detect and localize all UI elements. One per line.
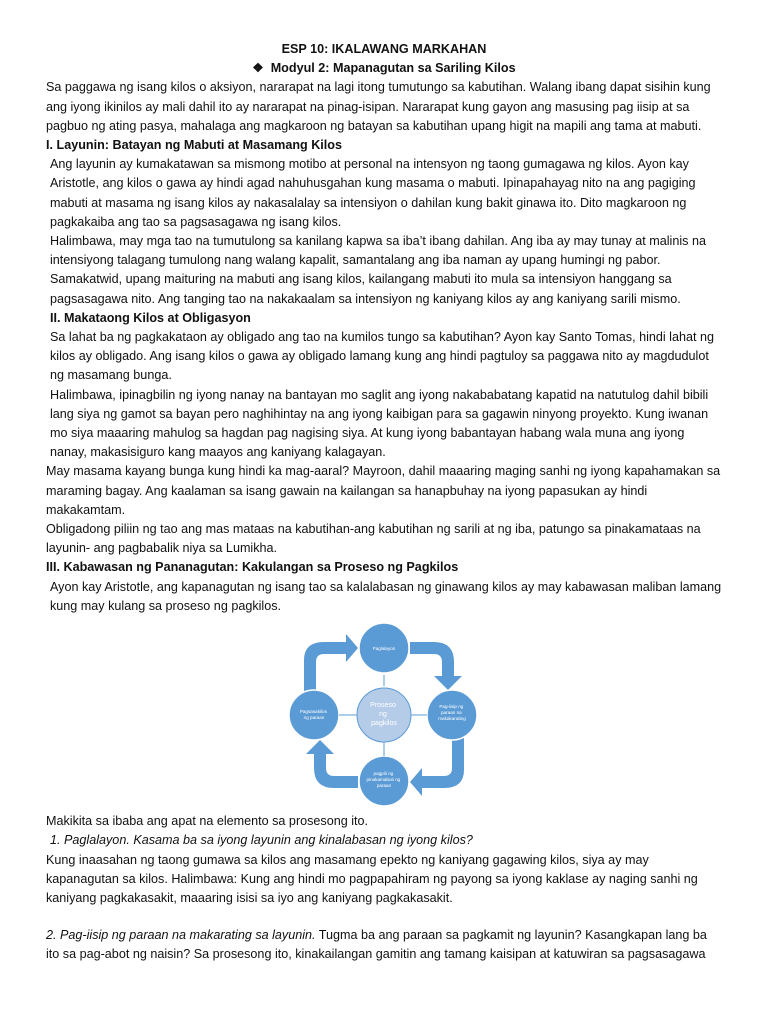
hub-label-line: Proseso [370, 702, 396, 710]
node-bottom-label-line: pagpili ng [373, 771, 394, 777]
node-bottom-label-line: paraan [376, 783, 392, 789]
arrow-left-to-top-icon [304, 634, 358, 692]
node-right-label-line: paraan na [441, 710, 462, 716]
intro-paragraph: Sa paggawa ng isang kilos o aksiyon, nararapat na lagi itong tumutungo sa kabutihan. Walang ibang dapat sisihin kung ang iyong ikinilos ay mali dahil ito ay nararapat na pinag-isipan. Nararapat kung gayon ang masusing pag iisip at sa pagbuo ng ating pasya, mahalaga ang magkaroon ng batayan sa kabutihan upang higit na mapili ang tama at mabuti. [46, 80, 711, 133]
hub-label-line: ng [379, 711, 387, 719]
document-title: ESP 10: IKALAWANG MARKAHAN [281, 42, 487, 56]
item-2-text: Tugma ba ang paraan sa pagkamit ng layunin? Kasangkapan lang ba ito sa pag-abot ng naisin? Sa prosesong ito, kinakailangan gamitin ang tamang kaisipan at katuwiran sa pagsasagawa [46, 928, 707, 962]
process-cycle-svg [284, 620, 484, 810]
diamond-bullet-icon: ❖ [252, 61, 264, 76]
node-right-label [438, 704, 466, 721]
node-right-label-line: makakarating [438, 716, 466, 722]
after-diagram-text: Makikita sa ibaba ang apat na elemento sa prosesong ito. [46, 814, 369, 829]
section-3-paragraph-1: Ayon kay Aristotle, ang kapanagutan ng isang tao sa kalalabasan ng ginawang kilos ay may kabawasan maliban lamang kung may kulang sa proseso ng pagkilos. [50, 579, 722, 613]
node-bottom-label-line: pinakamabuti ng [366, 777, 401, 783]
section-1-paragraph-3: Samakatwid, upang maituring na mabuti ang isang kilos, kailangang mabuti ito mula sa intensiyon hanggang sa pagsasagawa nito. Ang tanging tao na nakakaalam sa intensiyon ng kaniyang kilos ay ang kaniyang sarili mismo. [50, 272, 681, 306]
arrow-right-to-bottom-icon [410, 738, 464, 796]
section-1-heading: I. Layunin: Batayan ng Mabuti at Masamang Kilos [46, 138, 342, 153]
process-cycle-diagram [46, 620, 722, 810]
document-page [46, 40, 722, 965]
module-title [46, 59, 722, 78]
module-title-text: Modyul 2: Mapanagutan sa Sariling Kilos [270, 61, 516, 76]
paragraph-gap [46, 908, 722, 926]
section-2-paragraph-3: May masama kayang bunga kung hindi ka mag-aaral? Mayroon, dahil maaaring maging sanhi ng iyong kapahamakan sa maraming bagay. Ang kaalaman sa isang gawain na kailangan sa hanapbuhay na iyong papasukan ay hindi makakamtam. [46, 464, 721, 517]
arrow-bottom-to-left-icon [306, 740, 358, 788]
section-1-paragraph-2: Halimbawa, may mga tao na tumutulong sa kanilang kapwa sa iba’t ibang dahilan. Ang iba ay may tunay at malinis na intensiyong talagang tumulong nang walang kapalit, samantalang ang iba naman ay upang humingi ng pabor. [50, 234, 706, 268]
section-1-paragraph-1: Ang layunin ay kumakatawan sa mismong motibo at personal na intensyon ng taong gumagawa ng kilos. Ayon kay Aristotle, ang kilos o gawa ay hindi agad nahuhusgahan kung masama o mabuti. Ipinapahayag nito na ang pagiging mabuti at masama ng isang kilos ay nakasalalay sa intensiyon o dahilan kung bakit ginawa ito. Dito magkaroon ng pagkakaiba ang tao sa pagsasagawa ng isang kilos. [50, 157, 696, 229]
arrow-top-to-right-icon [410, 642, 462, 690]
section-2-paragraph-1: Sa lahat ba ng pagkakataon ay obligado ang tao na kumilos tungo sa kabutihan? Ayon kay Santo Tomas, hindi lahat ng kilos ay obligado. Ang isang kilos o gawa ay obligado lamang kung ang hindi pagtuloy sa paggawa nito ay magdudulot ng masamang bunga. [50, 330, 714, 383]
node-left-label-line: ng paraan [303, 715, 325, 721]
item-1-question: 1. Paglalayon. Kasama ba sa iyong layunin ang kinalabasan ng iyong kilos? [50, 833, 473, 848]
node-left-label [300, 709, 328, 720]
node-top-label-line: Paglalayon [372, 646, 396, 652]
node-left-label-line: Pagsasakilos [299, 709, 327, 715]
node-right-circle [427, 690, 477, 740]
section-2-heading: II. Makataong Kilos at Obligasyon [50, 310, 251, 325]
node-top-label [373, 646, 396, 651]
hub-label-line: pagkilos [371, 720, 397, 728]
section-2-paragraph-2: Halimbawa, ipinagbilin ng iyong nanay na bantayan mo saglit ang iyong nakababatang kapatid na natutulog dahil bibili lang siya ng gamot sa bayan pero naghihintay na ang iyong kaibigan para sa gagawin ninyong proyekto. Kung iwanan mo siya maaaring mahulog sa hagdan pag nagising siya. At kung iyong babantayan habang wala muna ang iyong nanay, makasisiguro kang maayos ang kaniyang kalagayan. [50, 387, 709, 460]
item-1-paragraph: Kung inaasahan ng taong gumawa sa kilos ang masamang epekto ng kaniyang gagawing kilos, siya ay may kapanagutan sa kilos. Halimbawa: Kung ang hindi mo pagpapahiram ng payong sa iyong kaklase ay naging sanhi ng kaniyang pagkakasakit, maaaring isisi sa iyo ang kaniyang pagkakasakit. [46, 852, 698, 905]
section-3-heading: III. Kabawasan ng Pananagutan: Kakulangan sa Proseso ng Pagkilos [46, 560, 459, 575]
section-2-paragraph-4: Obligadong piliin ng tao ang mas mataas na kabutihan-ang kabutihan ng sarili at ng iba, patungo sa pinakamataas na layunin- ang pagbabalik niya sa Lumikha. [46, 522, 701, 556]
node-right-label-line: Pag-iisip ng [439, 704, 464, 710]
item-2-paragraph [46, 926, 722, 964]
item-2-question: 2. Pag-iisip ng paraan na makarating sa layunin. [46, 928, 316, 943]
